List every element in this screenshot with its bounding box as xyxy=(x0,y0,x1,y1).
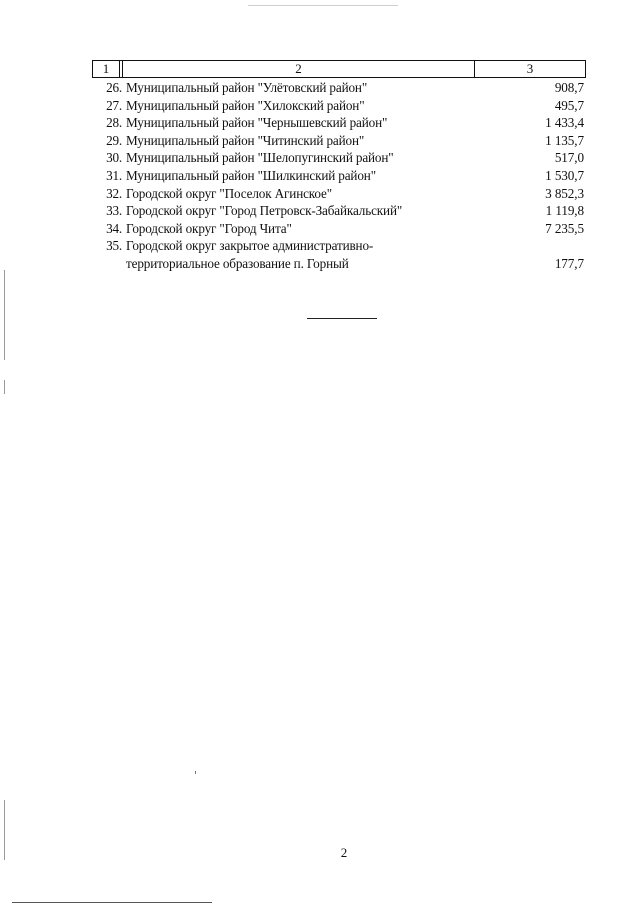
row-number: 35. xyxy=(106,238,122,254)
row-name: Городской округ "Город Петровск-Забайкальский" xyxy=(126,203,403,219)
row-name: Муниципальный район "Шилкинский район" xyxy=(126,167,376,183)
row-number: 34. xyxy=(106,220,122,236)
row-value: 1 530,7 xyxy=(545,167,584,183)
document-table xyxy=(92,60,586,273)
row-name: Городской округ "Город Чита" xyxy=(126,220,292,236)
row-value: 517,0 xyxy=(554,150,584,166)
table-row xyxy=(92,167,586,185)
table-row xyxy=(92,185,586,203)
row-name: Городской округ закрытое административно- территориальное образование п. Горный xyxy=(126,238,374,271)
row-number: 31. xyxy=(106,167,122,183)
table-body xyxy=(92,79,586,273)
row-number: 29. xyxy=(106,132,122,148)
row-name: Муниципальный район "Читинский район" xyxy=(126,132,365,148)
row-name: Муниципальный район "Чернышевский район" xyxy=(126,115,388,131)
table-row xyxy=(92,97,586,115)
table-header-cell: 3 xyxy=(526,61,534,76)
row-value: 1 119,8 xyxy=(545,203,584,219)
table-row xyxy=(92,220,586,238)
row-number: 26. xyxy=(106,80,122,95)
row-value: 177,7 xyxy=(554,255,584,271)
table-header-row xyxy=(92,60,586,78)
scan-artifact-left-mark xyxy=(4,270,5,360)
row-name: Муниципальный район "Шелопугинский район" xyxy=(126,150,394,166)
row-value: 1 135,7 xyxy=(545,132,584,148)
row-value: 1 433,4 xyxy=(545,115,584,131)
row-name: Муниципальный район "Улётовский район" xyxy=(126,80,368,95)
end-of-table-rule xyxy=(307,318,377,319)
row-value: 495,7 xyxy=(554,97,584,113)
row-number: 32. xyxy=(106,185,122,201)
row-number: 28. xyxy=(106,115,122,131)
scan-artifact-dot xyxy=(195,771,196,774)
row-value: 908,7 xyxy=(554,80,584,95)
table-row xyxy=(92,149,586,167)
table-row xyxy=(92,237,586,272)
row-value: 7 235,5 xyxy=(545,220,584,236)
scan-artifact-left-mark xyxy=(4,380,5,394)
scan-artifact-top-line xyxy=(248,5,398,6)
row-name: Муниципальный район "Хилокский район" xyxy=(126,97,365,113)
row-name: Городской округ "Поселок Агинское" xyxy=(126,185,332,201)
table-row xyxy=(92,79,586,97)
table-row xyxy=(92,114,586,132)
scan-artifact-bottom-line xyxy=(12,902,212,903)
table-row xyxy=(92,202,586,220)
row-number: 33. xyxy=(106,203,122,219)
table-header-cell: 2 xyxy=(122,61,475,77)
row-number: 27. xyxy=(106,97,122,113)
table-row xyxy=(92,132,586,150)
table-header-cell: 1 xyxy=(93,61,120,77)
row-value: 3 852,3 xyxy=(545,185,584,201)
row-number: 30. xyxy=(106,150,122,166)
page-number: 2 xyxy=(340,845,348,860)
